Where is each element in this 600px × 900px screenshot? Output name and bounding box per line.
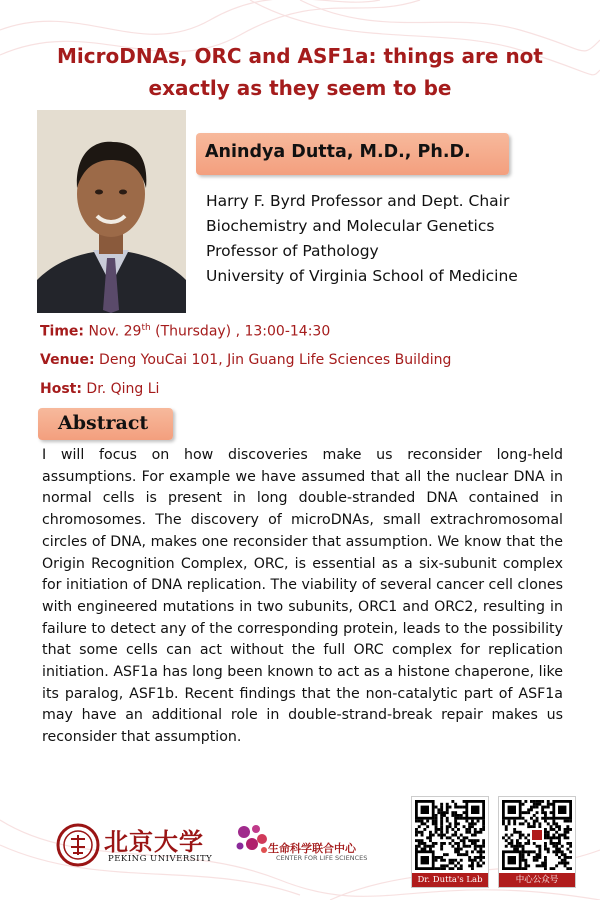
time-label: Time: <box>40 323 85 340</box>
center-for-life-sciences-logo <box>232 820 382 870</box>
qr-code-lab[interactable] <box>411 796 489 888</box>
speaker-name: Anindya Dutta, M.D., Ph.D. <box>205 142 471 162</box>
affiliation-line: University of Virginia School of Medicine <box>206 267 518 285</box>
talk-title-line-1: MicroDNAs, ORC and ASF1a: things are not <box>57 44 543 68</box>
time-detail: (Thursday) , 13:00-14:30 <box>150 323 331 340</box>
abstract-heading: Abstract <box>58 412 149 434</box>
qr-lab-caption: Dr. Dutta's Lab <box>412 873 488 887</box>
host-label: Host: <box>40 381 82 397</box>
venue-label: Venue: <box>40 352 95 368</box>
qr-center-caption: 中心公众号 <box>499 873 575 887</box>
abstract-heading-box <box>38 408 173 440</box>
event-host <box>40 381 580 397</box>
pku-english-name: PEKING UNIVERSITY <box>108 854 213 864</box>
peking-university-logo <box>56 820 236 870</box>
qr-code-icon <box>502 800 572 870</box>
speaker-portrait-image <box>37 110 186 313</box>
speaker-affiliations <box>206 189 586 289</box>
pku-seal-icon <box>56 823 100 867</box>
time-date: Nov. 29 <box>88 323 142 340</box>
speaker-name-box <box>196 133 509 175</box>
cls-molecule-icon <box>232 822 272 858</box>
talk-title-line-2: exactly as they seem to be <box>148 76 452 100</box>
affiliation-line: Biochemistry and Molecular Genetics <box>206 217 495 235</box>
host-value: Dr. Qing Li <box>86 381 160 397</box>
time-date-suffix: th <box>141 323 151 333</box>
qr-code-center[interactable] <box>498 796 576 888</box>
pku-chinese-name: 北京大学 <box>104 827 204 856</box>
abstract-body: I will focus on how discoveries make us reconsider long-held assumptions. For example we have assumed that all the nuclear DNA in normal cells is present in long double-stranded DNA contained in chromosomes. The discovery of microDNAs, small extrachromosomal circles of DNA, makes one reconsider that assumption. We know that the Origin Recognition Complex, ORC, is essential as a six-subunit complex for initiation of DNA replication. The viability of several cancer cell clones with engineered mutations in two subunits, ORC1 and ORC2, resulting in failure to detect any of the corresponding protein, leads to the possibility that some cells can act without the full ORC complex for replication initiation. ASF1a has long been known to act as a histone chaperone, like its paralog, ASF1b. Recent findings that the non-catalytic part of ASF1a may have an additional role in double-strand-break repair makes us reconsider that assumption. <box>42 447 563 746</box>
affiliation-line: Professor of Pathology <box>206 242 379 260</box>
qr-code-icon <box>415 800 485 870</box>
affiliation-line: Harry F. Byrd Professor and Dept. Chair <box>206 192 510 210</box>
event-venue <box>40 352 580 368</box>
cls-chinese-name: 生命科学联合中心 <box>268 842 356 855</box>
event-time <box>40 323 580 340</box>
speaker-photo <box>37 110 186 313</box>
cls-english-name: CENTER FOR LIFE SCIENCES <box>276 854 368 862</box>
venue-value: Deng YouCai 101, Jin Guang Life Sciences Building <box>99 352 452 368</box>
talk-title <box>30 40 570 104</box>
